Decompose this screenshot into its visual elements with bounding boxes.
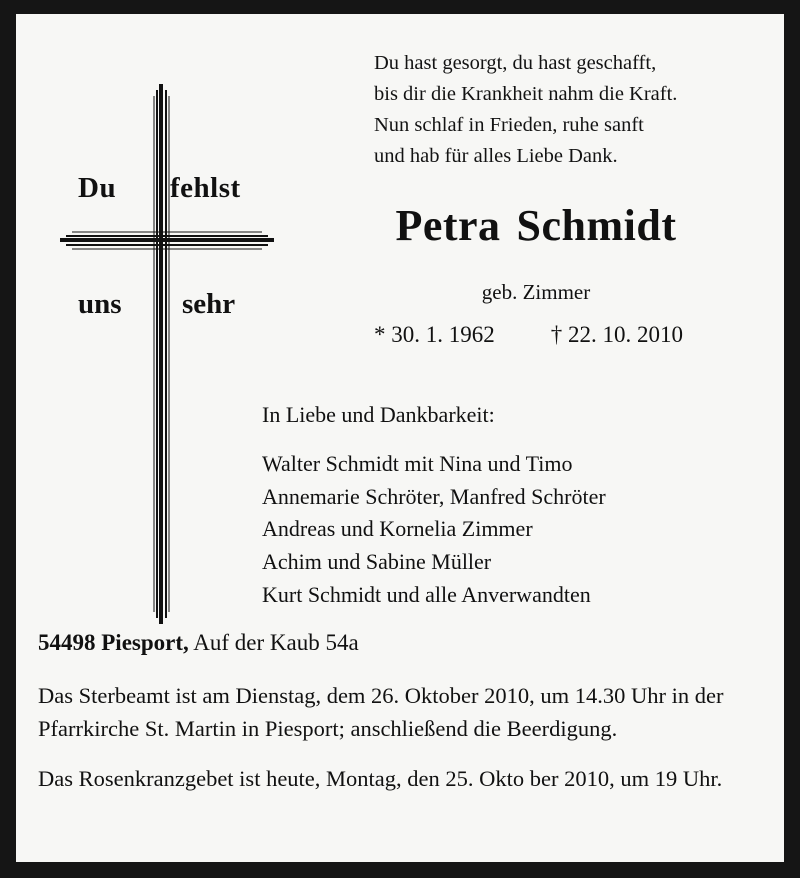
verse-line: und hab für alles Liebe Dank. xyxy=(374,145,618,168)
address-street: Auf der Kaub 54a xyxy=(193,630,359,655)
family-member: Kurt Schmidt und alle Anverwandten xyxy=(262,581,591,607)
death-date: † 22. 10. 2010 xyxy=(550,322,683,347)
address-zip-city: 54498 Piesport, xyxy=(38,630,189,655)
deceased-last-name: Schmidt xyxy=(516,201,677,250)
deceased-dates xyxy=(256,322,784,348)
family-member: Achim und Sabine Müller xyxy=(262,549,492,575)
motto-word-sehr: sehr xyxy=(182,288,236,320)
deceased-name xyxy=(271,200,784,251)
birth-date: * 30. 1. 1962 xyxy=(374,322,495,347)
motto-word-du: Du xyxy=(78,172,117,204)
announcement-funeral-service: Das Sterbeamt ist am Dienstag, dem 26. Oktober 2010, um 14.30 Uhr in der Pfarrkirche St. Martin in Piesport; anschließend die Beerdigung. xyxy=(38,682,724,742)
deceased-maiden-name: geb. Zimmer xyxy=(481,280,591,304)
motto-word-fehlst: fehlst xyxy=(170,172,241,204)
family-block xyxy=(262,399,784,612)
address xyxy=(38,626,766,661)
family-member: Annemarie Schröter, Manfred Schröter xyxy=(262,483,606,509)
family-member: Andreas und Kornelia Zimmer xyxy=(262,516,533,542)
announcement-rosary: Das Rosenkranzgebet ist heute, Montag, den 25. Okto ber 2010, um 19 Uhr. xyxy=(38,766,723,791)
motto-word-uns: uns xyxy=(78,288,122,320)
family-intro: In Liebe und Dankbarkeit: xyxy=(262,402,495,427)
lower-text-block xyxy=(38,626,766,796)
verse-line: Du hast gesorgt, du hast geschafft, xyxy=(374,52,657,74)
family-member: Walter Schmidt mit Nina und Timo xyxy=(262,450,573,476)
memorial-verse xyxy=(374,48,774,173)
verse-line: bis dir die Krankheit nahm die Kraft. xyxy=(374,83,678,106)
verse-line: Nun schlaf in Frieden, ruhe sanft xyxy=(374,114,644,137)
obituary-card xyxy=(16,14,784,862)
deceased-first-name: Petra xyxy=(395,201,501,250)
